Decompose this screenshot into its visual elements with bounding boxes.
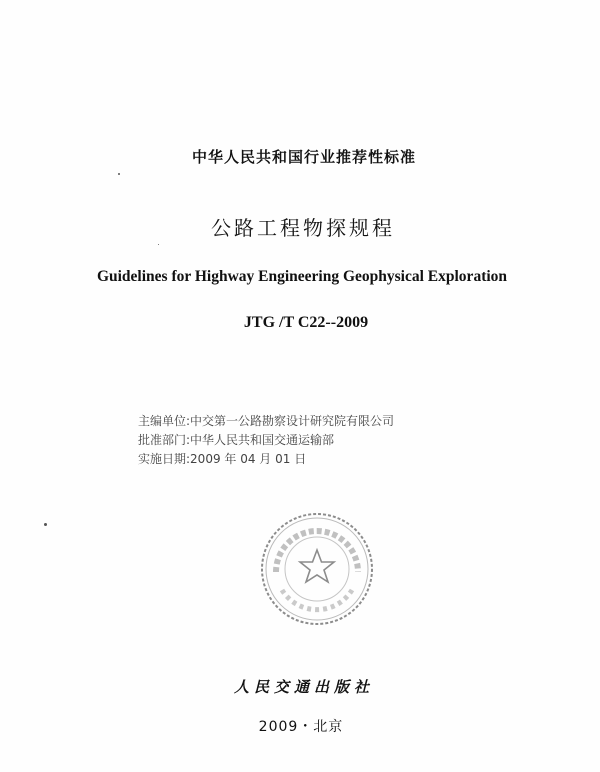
publisher-name: 人民交通出版社 [233, 678, 374, 696]
series-heading: 中华人民共和国行业推荐性标准 [191, 148, 416, 166]
approval-line: 批准部门:中华人民共和国交通运输部 [138, 433, 335, 447]
scan-speck [118, 173, 120, 175]
scan-speck [158, 244, 159, 245]
chief-editor-line: 主编单位:中交第一公路勘察设计研究院有限公司 [138, 414, 395, 428]
standard-code: JTG /T C22--2009 [243, 314, 369, 331]
effective-date-line: 实施日期:2009 年 04 月 01 日 [138, 452, 307, 466]
scan-speck [44, 523, 47, 526]
official-seal-icon [258, 510, 376, 628]
document-title-en: Guidelines for Highway Engineering Geophysical Exploration [96, 268, 508, 285]
document-title-cn: 公路工程物探规程 [211, 216, 395, 240]
issuance-info [138, 412, 394, 469]
publication-place-date: 2009・北京 [258, 719, 344, 735]
